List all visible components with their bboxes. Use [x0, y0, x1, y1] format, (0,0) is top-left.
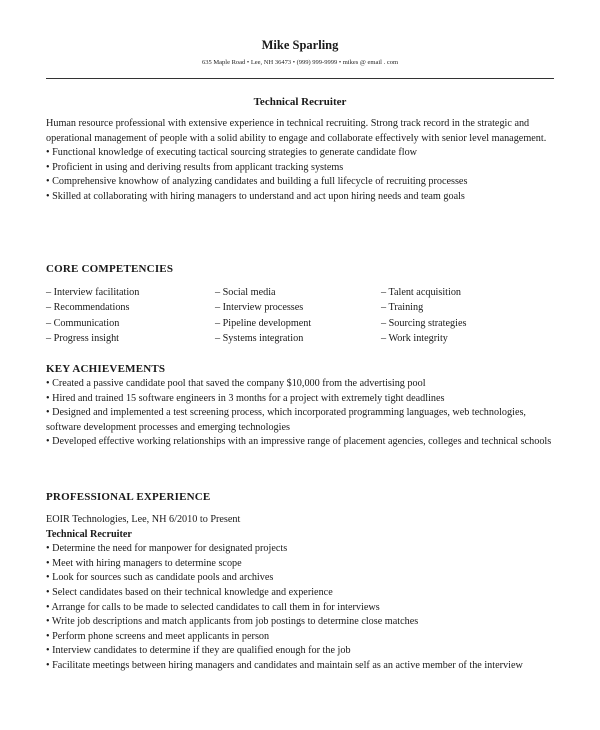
achievement-item: • Hired and trained 15 software engineers in 3 months for a project with extremely tight deadlines: [46, 392, 445, 404]
summary-bullet: • Proficient in using and deriving results from applicant tracking systems: [46, 161, 344, 173]
duty-item: • Meet with hiring managers to determine scope: [46, 557, 242, 569]
achievement-item: • Created a passive candidate pool that saved the company $10,000 from the advertising pool: [46, 378, 426, 389]
competency-item: – Systems integration: [215, 332, 304, 344]
summary-bullet: • Comprehensive knowhow of analyzing candidates and building a full lifecycle of recruiting processes: [46, 176, 468, 188]
employer-line: EOIR Technologies, Lee, NH 6/2010 to Present: [46, 514, 241, 525]
achievement-item: • Developed effective working relationships with an impressive range of placement agencies, colleges and technical schools: [46, 436, 552, 448]
summary-paragraph: Human resource professional with extensive experience in technical recruiting. Strong track record in the strategic and operational management of people with a solid ability to engage and collaborate effectively with senior level management.: [46, 118, 547, 144]
competency-item: – Sourcing strategies: [381, 317, 467, 329]
contact-line: 635 Maple Road • Lee, NH 36473 • (999) 999-9999 • mikes @ email . com: [201, 59, 399, 66]
experience-heading: PROFESSIONAL EXPERIENCE: [46, 491, 211, 503]
competency-item: – Pipeline development: [215, 317, 312, 329]
competencies-heading: CORE COMPETENCIES: [46, 263, 174, 275]
duty-item: • Select candidates based on their technical knowledge and experience: [46, 586, 333, 598]
duty-item: • Interview candidates to determine if they are qualified enough for the job: [46, 645, 351, 657]
competency-item: – Training: [381, 302, 424, 314]
duty-item: • Facilitate meetings between hiring managers and candidates and maintain self as an active member of the interview: [46, 659, 523, 671]
duty-item: • Determine the need for manpower for designated projects: [46, 543, 288, 555]
duty-item: • Arrange for calls to be made to selected candidates to call them in for interviews: [46, 601, 380, 613]
summary-bullet: • Skilled at collaborating with hiring managers to understand and act upon hiring needs and team goals: [46, 190, 465, 202]
achievement-item: • Designed and implemented a test screening process, which incorporated programming languages, web technologies, software development processes and emerging technologies: [46, 407, 526, 433]
achievements-list: [46, 377, 558, 450]
achievements-heading: KEY ACHIEVEMENTS: [46, 363, 166, 375]
competency-item: – Recommendations: [46, 302, 130, 314]
position-title: Technical Recruiter: [46, 528, 132, 540]
duty-item: • Perform phone screens and meet applicants in person: [46, 630, 270, 642]
competency-item: – Talent acquisition: [381, 287, 462, 298]
competency-item: – Progress insight: [46, 332, 120, 344]
competencies-column-2: [215, 285, 311, 346]
resume-title: Technical Recruiter: [253, 96, 347, 108]
competency-item: – Social media: [215, 287, 276, 298]
duty-item: • Look for sources such as candidate pools and archives: [46, 572, 274, 584]
competencies-column-3: [381, 285, 466, 346]
competency-item: – Interview processes: [215, 302, 304, 314]
candidate-name: Mike Sparling: [261, 38, 339, 52]
duty-item: • Write job descriptions and match applicants from job postings to determine close matches: [46, 616, 419, 628]
header-divider: [46, 78, 554, 79]
competency-item: – Work integrity: [381, 332, 448, 344]
competencies-column-1: [46, 285, 139, 346]
summary-section: [46, 117, 558, 205]
competency-item: – Interview facilitation: [46, 287, 140, 298]
competency-item: – Communication: [46, 317, 120, 329]
summary-bullet: • Functional knowledge of executing tactical sourcing strategies to generate candidate flow: [46, 147, 418, 159]
experience-section: [46, 513, 558, 674]
